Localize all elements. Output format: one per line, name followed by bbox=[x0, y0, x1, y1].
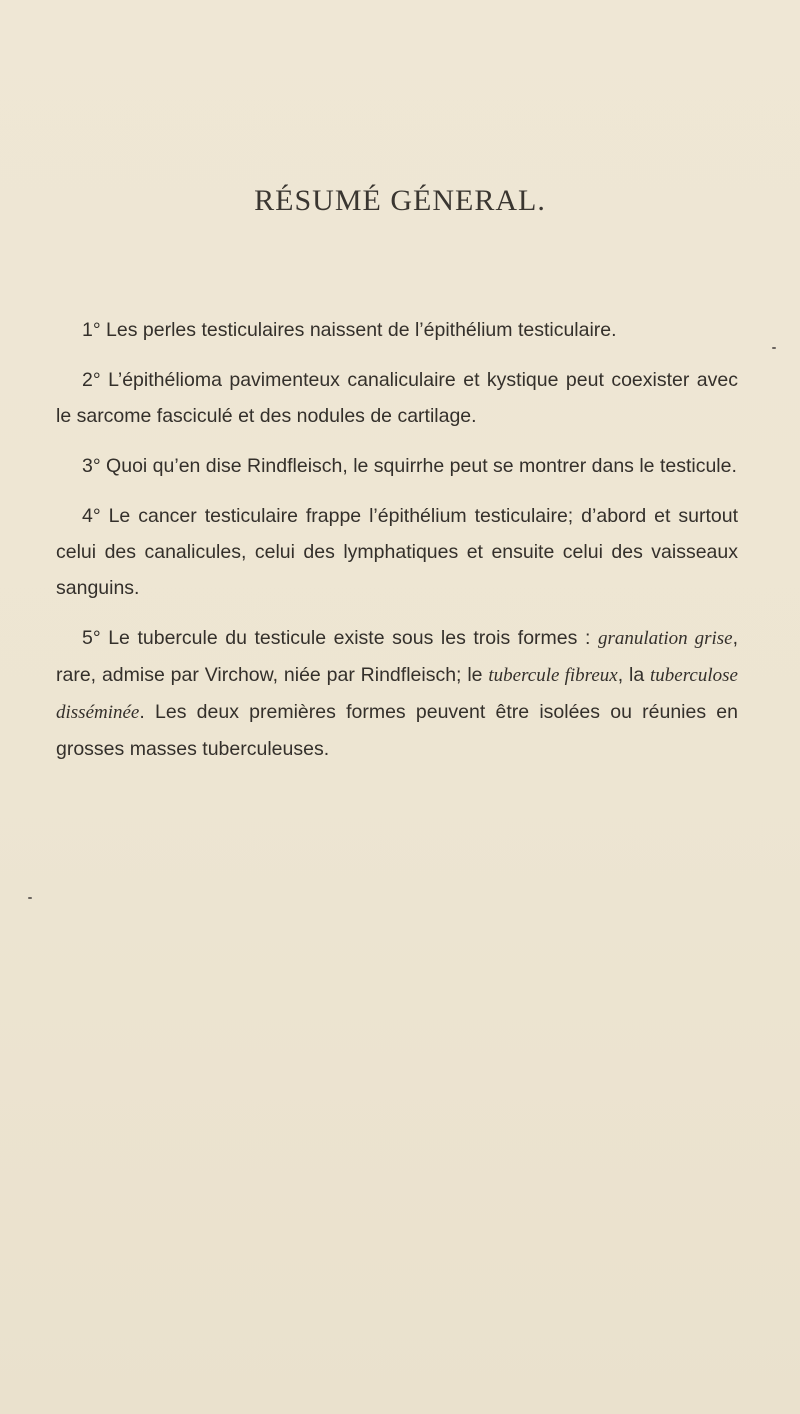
paragraph-5-middle-1: , rare, admise par Virchow, niée par Rindfleisch; le bbox=[56, 627, 739, 686]
paragraph-4: 4° Le cancer testiculaire frappe l’épithélium testiculaire; d’abord et surtout celui des canalicules, celui des lymphatiques et ensuite celui des vaisseaux sanguins. bbox=[56, 505, 738, 599]
paragraph-5-middle-2: , la bbox=[617, 664, 651, 686]
summary-body bbox=[56, 312, 738, 781]
term-tubercule-fibreux: tubercule fibreux bbox=[488, 665, 618, 686]
paragraph-5-ending: . Les deux premières formes peuvent être isolées ou réunies en grosses masses tuberculeuses. bbox=[56, 701, 738, 760]
margin-mark bbox=[772, 347, 776, 349]
page-title: RÉSUMÉ GÉNERAL. bbox=[254, 184, 546, 217]
paragraph-2: 2° L’épithélioma pavimenteux canaliculaire et kystique peut coexister avec le sarcome fasciculé et des nodules de cartilage. bbox=[56, 369, 738, 427]
margin-mark bbox=[28, 897, 32, 899]
paragraph-5-intro: 5° Le tubercule du testicule existe sous les trois formes : bbox=[82, 627, 598, 649]
term-granulation-grise: granulation grise bbox=[597, 628, 733, 649]
paragraph-3: 3° Quoi qu’en dise Rindfleisch, le squirrhe peut se montrer dans le testicule. bbox=[82, 455, 737, 477]
paragraph-1: 1° Les perles testiculaires naissent de l’épithélium testiculaire. bbox=[82, 319, 617, 341]
term-tuberculose-disseminee: tuberculose disséminée bbox=[56, 665, 738, 723]
paragraph-5 bbox=[56, 620, 738, 767]
